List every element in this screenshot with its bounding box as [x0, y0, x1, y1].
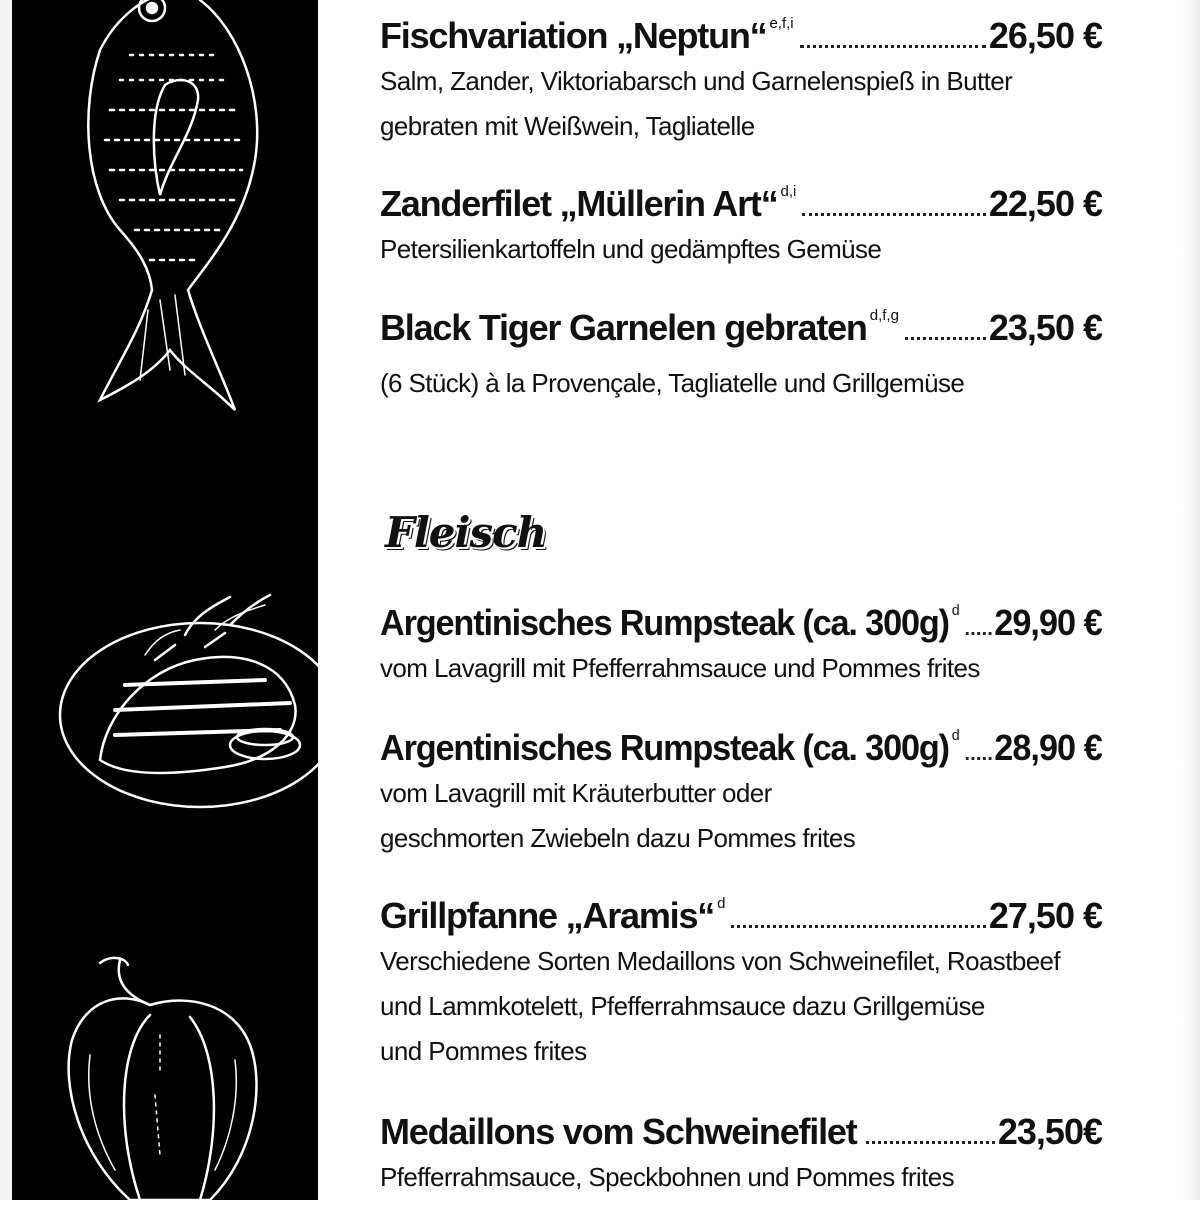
- dish-price: 26,50 €: [988, 15, 1102, 56]
- dish-description-line: (6 Stück) à la Provençale, Tagliatelle und Grillgemüse: [380, 368, 965, 398]
- bell-pepper-illustration: [60, 955, 270, 1205]
- dot-leader: [965, 632, 991, 635]
- page-edge-shadow: [1182, 0, 1200, 1200]
- menu-item: [380, 600, 1102, 691]
- menu-item-header: [380, 1109, 1102, 1153]
- dish-price: 23,50 €: [988, 307, 1102, 348]
- dot-leader: [866, 1141, 995, 1144]
- fish-illustration: [60, 0, 280, 420]
- dish-description-line: vom Lavagrill mit Pfefferrahmsauce und Pommes frites: [380, 653, 980, 683]
- dish-name: Argentinisches Rumpsteak (ca. 300g): [380, 602, 949, 643]
- dish-price: 27,50 €: [988, 895, 1102, 936]
- dish-name: Black Tiger Garnelen gebraten: [380, 307, 867, 348]
- menu-item: [380, 305, 1102, 406]
- menu-item: [380, 181, 1102, 272]
- dish-description-line: und Pommes frites: [380, 1036, 587, 1066]
- dish-description-line: Petersilienkartoffeln und gedämpftes Gemüse: [380, 234, 882, 264]
- allergen-codes: e,f,i: [769, 15, 794, 32]
- dish-name: Medaillons vom Schweinefilet: [380, 1111, 857, 1152]
- menu-item-header: [380, 181, 1102, 225]
- menu-item: [380, 1109, 1102, 1200]
- dish-description-line: geschmorten Zwiebeln dazu Pommes frites: [380, 823, 856, 853]
- dish-name: Fischvariation „Neptun“: [380, 15, 767, 56]
- menu-item-header: [380, 305, 1102, 349]
- dish-price: 28,90 €: [994, 727, 1102, 768]
- menu-item-header: [380, 600, 1102, 644]
- dot-leader: [905, 337, 986, 340]
- dot-leader: [965, 757, 991, 760]
- allergen-codes: d,i: [780, 183, 797, 200]
- dish-description-line: Verschiedene Sorten Medaillons von Schweinefilet, Roastbeef: [380, 946, 1061, 976]
- dish-name: Argentinisches Rumpsteak (ca. 300g): [380, 727, 949, 768]
- menu-item: [380, 13, 1102, 149]
- allergen-codes: d: [951, 602, 960, 619]
- dot-leader: [800, 45, 986, 48]
- allergen-codes: d: [717, 895, 726, 912]
- dish-description-line: und Lammkotelett, Pfefferrahmsauce dazu Grillgemüse: [380, 991, 985, 1021]
- page-margin: [0, 0, 12, 1200]
- menu-item-header: [380, 13, 1102, 57]
- menu-item-header: [380, 725, 1102, 769]
- menu-item: [380, 725, 1102, 861]
- dish-name: Zanderfilet „Müllerin Art“: [380, 183, 778, 224]
- menu-item: [380, 893, 1102, 1074]
- steak-plate-illustration: [55, 585, 320, 815]
- dish-description-line: Salm, Zander, Viktoriabarsch und Garnelenspieß in Butter: [380, 66, 1013, 96]
- dish-description-line: vom Lavagrill mit Kräuterbutter oder: [380, 778, 772, 808]
- dish-description-line: gebraten mit Weißwein, Tagliatelle: [380, 111, 755, 141]
- dot-leader: [731, 925, 985, 928]
- dish-price: 29,90 €: [994, 602, 1102, 643]
- dot-leader: [802, 213, 986, 216]
- allergen-codes: d: [951, 727, 960, 744]
- menu-item-header: [380, 893, 1102, 937]
- dish-name: Grillpfanne „Aramis“: [380, 895, 715, 936]
- section-title-fleisch: Fleisch: [385, 508, 547, 557]
- dish-description-line: Pfefferrahmsauce, Speckbohnen und Pommes frites: [380, 1162, 954, 1192]
- dish-price: 23,50€: [997, 1111, 1102, 1152]
- dish-price: 22,50 €: [988, 183, 1102, 224]
- allergen-codes: d,f,g: [869, 307, 899, 324]
